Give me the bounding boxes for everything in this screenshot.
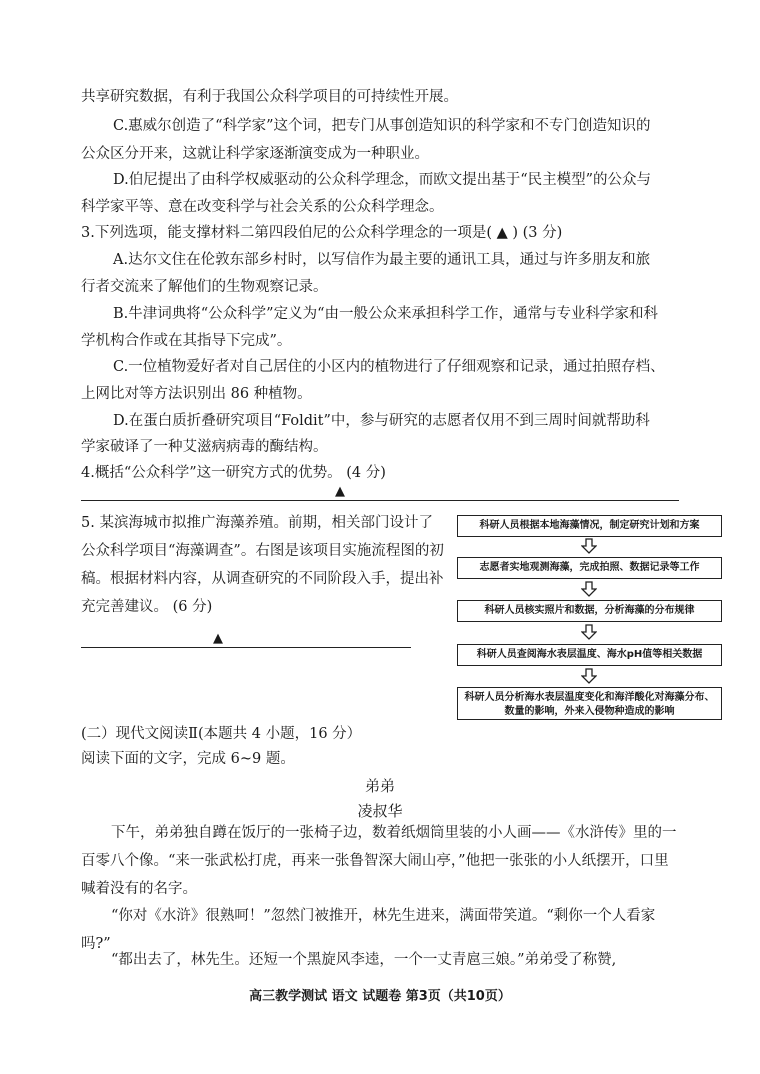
flow-step-1: 科研人员根据本地海藻情况，制定研究计划和方案 [457,515,722,537]
q3-option-b-line1: B.牛津词典将“公众科学”定义为“由一般公众来承担科学工作，通常与专业科学家和科 [113,306,658,322]
option-d-line1: D.伯尼提出了由科学权威驱动的公众科学理念，而欧文提出基于“民主模型”的公众与 [113,172,652,188]
option-c-line2: 公众区分开来，这就让科学家逐渐演变成为一种职业。 [81,146,429,162]
q3-option-d-line1: D.在蛋白质折叠研究项目“Foldit”中，参与研究的志愿者仅用不到三周时间就帮助科 [113,413,650,429]
story-title: 弟弟 [364,777,395,795]
q3-option-c-line1: C.一位植物爱好者对自己居住的小区内的植物进行了仔细观察和记录，通过拍照存档、 [113,359,665,375]
q3-option-c-line2: 上网比对等方法识别出 86 种植物。 [81,386,312,402]
story-author: 凌叔华 [357,802,403,820]
flow-step-5: 科研人员分析海水表层温度变化和海洋酸化对海藻分布、数量的影响，外来入侵物种造成的影响 [457,687,722,720]
option-d-line2: 科学家平等、意在改变科学与社会关系的公众科学理念。 [81,199,444,215]
down-arrow-icon [581,538,597,554]
story-paragraph-2: “你对《水浒》很熟呵！”忽然门被推开，林先生进来，满面带笑道。“剩你一个人看家吗?” [81,908,656,952]
story-paragraph-3: “都出去了，林先生。还短一个黑旋风李逵，一个一丈青扈三娘。”弟弟受了称赞, [111,952,617,968]
q3-option-a-line2: 行者交流来了解他们的生物观察记录。 [81,279,328,295]
flow-step-3: 科研人员核实照片和数据，分析海藻的分布规律 [457,600,722,622]
question-5: 5. 某滨海城市拟推广海藻养殖。前期，相关部门设计了公众科学项目“海藻调查”。右图是该项目实施流程图的初稿。根据材料内容，从调查研究的不同阶段入手，提出补充完善建议。 (6 分) [81,515,444,615]
answer-marker: ▲ [335,484,345,499]
flow-step-2: 志愿者实地观测海藻，完成拍照、数据记录等工作 [457,557,722,579]
text-line: 共享研究数据，有利于我国公众科学项目的可持续性开展。 [81,89,458,105]
question-3: 3.下列选项，能支撑材料二第四段伯尼的公众科学理念的一项是( ▲ ) (3 分) [81,225,563,241]
story-paragraph-1: 下午，弟弟独自蹲在饭厅的一张椅子边，数着纸烟筒里装的小人画——《水浒传》里的一百零八个像。“来一张武松打虎，再来一张鲁智深大闹山亭，”他把一张张的小人纸摆开，口里喊着没有的名字。 [81,825,677,897]
q3-option-b-line2: 学机构合作或在其指导下完成”。 [81,333,292,349]
down-arrow-icon [581,624,597,640]
answer-line [81,500,679,501]
option-c-line1: C.惠威尔创造了“科学家”这个词，把专门从事创造知识的科学家和不专门创造知识的 [113,118,651,134]
answer-marker: ▲ [213,631,223,646]
page-footer: 高三教学测试 语文 试题卷 第3页（共10页） [249,989,511,1004]
section-heading: (二）现代文阅读Ⅱ(本题共 4 小题，16 分） [81,726,362,742]
reading-instruction: 阅读下面的文字，完成 6~9 题。 [81,751,295,767]
q3-option-d-line2: 学家破译了一种艾滋病病毒的酶结构。 [81,439,328,455]
q3-option-a-line1: A.达尔文住在伦敦东部乡村时，以写信作为最主要的通讯工具，通过与许多朋友和旅 [113,252,651,268]
down-arrow-icon [581,581,597,597]
flow-step-4: 科研人员查阅海水表层温度、海水pH值等相关数据 [457,644,722,666]
down-arrow-icon [581,668,597,684]
question-4: 4.概括“公众科学”这一研究方式的优势。 (4 分) [81,465,386,481]
answer-line [81,647,411,648]
